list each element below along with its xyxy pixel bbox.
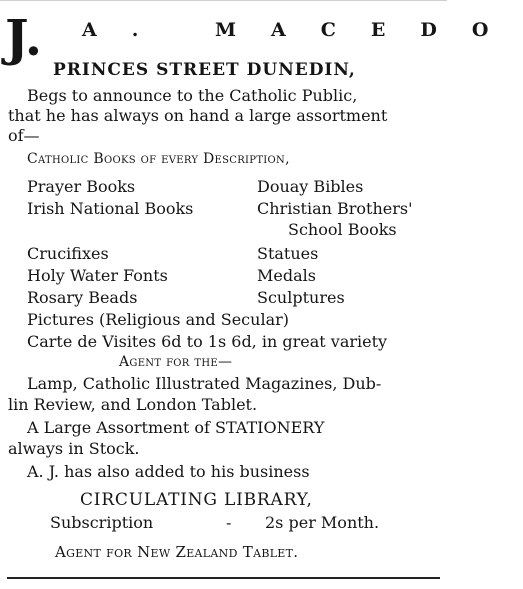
intro-line-2: that he has always on hand a large assortment: [8, 106, 388, 125]
item-christian-brothers: Christian Brothers': [257, 199, 413, 218]
subscription-dash: -: [226, 513, 232, 532]
library-title: CIRCULATING LIBRARY,: [80, 490, 313, 510]
stationery-line-2: always in Stock.: [8, 439, 140, 458]
initial-letter: J.: [5, 8, 43, 67]
merchant-name: A. MACEDO: [82, 19, 523, 41]
subscription-price: 2s per Month.: [265, 513, 380, 532]
bottom-rule: [7, 577, 440, 579]
item-rosary-beads: Rosary Beads: [27, 288, 138, 307]
item-irish-national-books: Irish National Books: [27, 199, 194, 218]
address-line: PRINCES STREET DUNEDIN,: [53, 60, 356, 80]
item-sculptures: Sculptures: [257, 288, 345, 307]
item-douay-bibles: Douay Bibles: [257, 177, 364, 196]
pictures-line: Pictures (Religious and Secular): [27, 310, 289, 329]
item-prayer-books: Prayer Books: [27, 177, 136, 196]
agent-tablet-line: Agent for New Zealand Tablet.: [55, 543, 299, 561]
books-heading: Catholic Books of every Description,: [27, 151, 290, 167]
magazines-line-2: lin Review, and London Tablet.: [8, 395, 258, 414]
item-statues: Statues: [257, 244, 319, 263]
intro-line-3: of—: [8, 126, 40, 145]
item-school-books: School Books: [288, 220, 397, 239]
business-line: A. J. has also added to his business: [27, 462, 310, 481]
subscription-label: Subscription: [50, 513, 154, 532]
intro-line-1: Begs to announce to the Catholic Public,: [27, 86, 358, 105]
stationery-line-1: A Large Assortment of STATIONERY: [27, 418, 325, 437]
top-rule: [0, 0, 447, 1]
carte-line: Carte de Visites 6d to 1s 6d, in great variety: [27, 332, 388, 351]
item-holy-water-fonts: Holy Water Fonts: [27, 266, 168, 285]
magazines-line-1: Lamp, Catholic Illustrated Magazines, Dub-: [27, 374, 382, 393]
item-medals: Medals: [257, 266, 316, 285]
agent-heading: Agent for the—: [119, 354, 233, 370]
item-crucifixes: Crucifixes: [27, 244, 109, 263]
